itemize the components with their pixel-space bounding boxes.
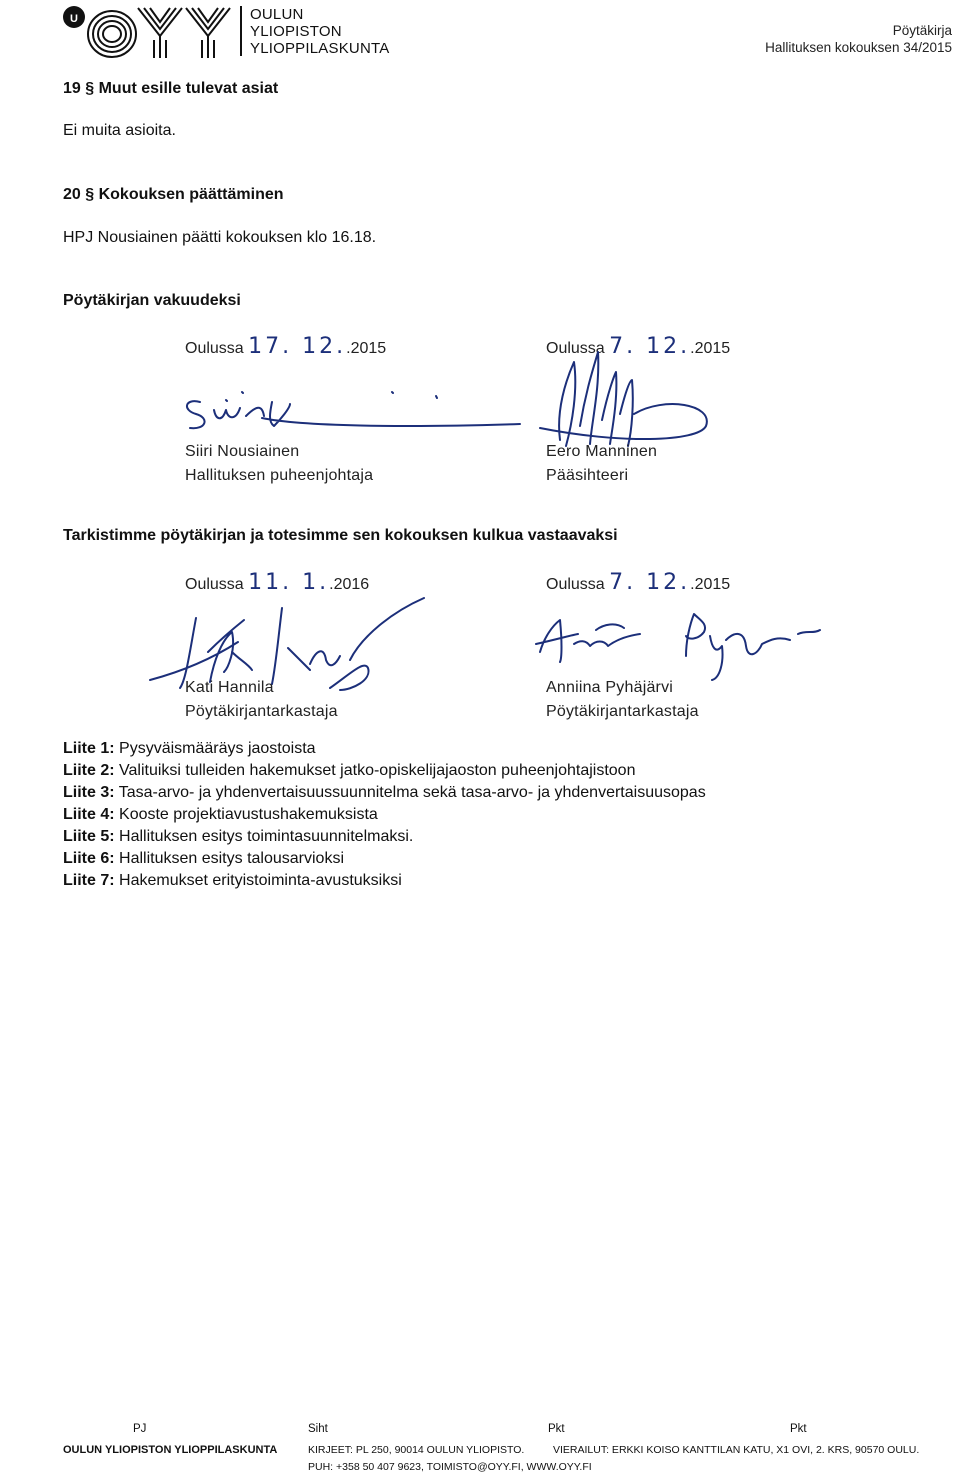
footer-contact: PUH: +358 50 407 9623, TOIMISTO@OYY.FI, WWW.OYY.FI (308, 1461, 592, 1473)
meeting-title: Hallituksen kokouksen 34/2015 (765, 40, 952, 55)
footer-mail-address: KIRJEET: PL 250, 90014 OULUN YLIOPISTO. (308, 1444, 525, 1456)
signature-pyhajarvi (686, 614, 820, 680)
section-20-body: HPJ Nousiainen päätti kokouksen klo 16.18. (63, 229, 377, 246)
attachment-item: Liite 1: Pysyväismääräys jaostoista (63, 740, 316, 757)
checking-right-date: Oulussa 7. 12..2015 (546, 570, 731, 595)
verification-title: Pöytäkirjan vakuudeksi (63, 292, 241, 309)
checking-title: Tarkistimme pöytäkirjan ja totesimme sen kokouksen kulkua vastaavaksi (63, 527, 618, 544)
section-19-body: Ei muita asioita. (63, 122, 176, 139)
doc-type: Pöytäkirja (892, 23, 952, 38)
svg-text:U: U (70, 13, 78, 25)
attachment-item: Liite 7: Hakemukset erityistoiminta-avustuksiksi (63, 872, 402, 889)
footer-org: OULUN YLIOPISTON YLIOPPILASKUNTA (63, 1444, 278, 1456)
org-line: YLIOPISTON (250, 23, 342, 40)
handwritten-date: 7. 12. (609, 570, 691, 595)
verification-left-date: Oulussa 17. 12..2015 (185, 334, 387, 359)
footer-initial-pkt: Pkt (548, 1423, 565, 1435)
signer-role: Hallituksen puheenjohtaja (185, 467, 374, 484)
attachments-list (63, 738, 706, 892)
attachment-item: Liite 4: Kooste projektiavustushakemuksista (63, 806, 378, 823)
handwritten-date: 7. 12. (609, 334, 691, 359)
section-20-title: 20 § Kokouksen päättäminen (63, 186, 284, 203)
signer-left (185, 440, 373, 488)
verification-right-date: Oulussa 7. 12..2015 (546, 334, 731, 359)
attachment-item: Liite 2: Valituiksi tulleiden hakemukset jatko-opiskelijajaoston puheenjohtajistoon (63, 762, 636, 779)
checker-left (185, 676, 338, 724)
signer-right (546, 440, 657, 488)
signature-eero (540, 352, 707, 446)
signer-name: Eero Manninen (546, 443, 658, 460)
attachment-item: Liite 3: Tasa-arvo- ja yhdenvertaisuussuunnitelma sekä tasa-arvo- ja yhdenvertaisuusopas (63, 784, 706, 801)
signer-role: Pääsihteeri (546, 467, 629, 484)
org-line: OULUN (250, 6, 304, 23)
signer-name: Anniina Pyhäjärvi (546, 679, 674, 696)
footer-initial-pj: PJ (133, 1423, 147, 1435)
signer-name: Kati Hannila (185, 679, 274, 696)
org-line: YLIOPPILASKUNTA (250, 40, 390, 57)
checking-left-date: Oulussa 11. 1..2016 (185, 570, 370, 595)
footer-initial-pkt: Pkt (790, 1423, 807, 1435)
signature-anniina (536, 620, 640, 662)
signer-role: Pöytäkirjantarkastaja (185, 703, 338, 720)
section-19-title: 19 § Muut esille tulevat asiat (63, 80, 279, 97)
footer-visit-address: VIERAILUT: ERKKI KOISO KANTTILAN KATU, X1 OVI, 2. KRS, 90570 OULU. (553, 1444, 920, 1456)
signer-role: Pöytäkirjantarkastaja (546, 703, 699, 720)
signature-siiri (187, 401, 520, 428)
footer-initial-siht: Siht (308, 1423, 328, 1435)
signer-name: Siiri Nousiainen (185, 443, 300, 460)
handwritten-date: 11. 1. (248, 570, 330, 595)
attachment-item: Liite 6: Hallituksen esitys talousarvioksi (63, 850, 344, 867)
attachment-item: Liite 5: Hallituksen esitys toimintasuunnitelmaksi. (63, 828, 414, 845)
handwritten-date: 17. 12. (248, 334, 347, 359)
checker-right (546, 676, 699, 724)
